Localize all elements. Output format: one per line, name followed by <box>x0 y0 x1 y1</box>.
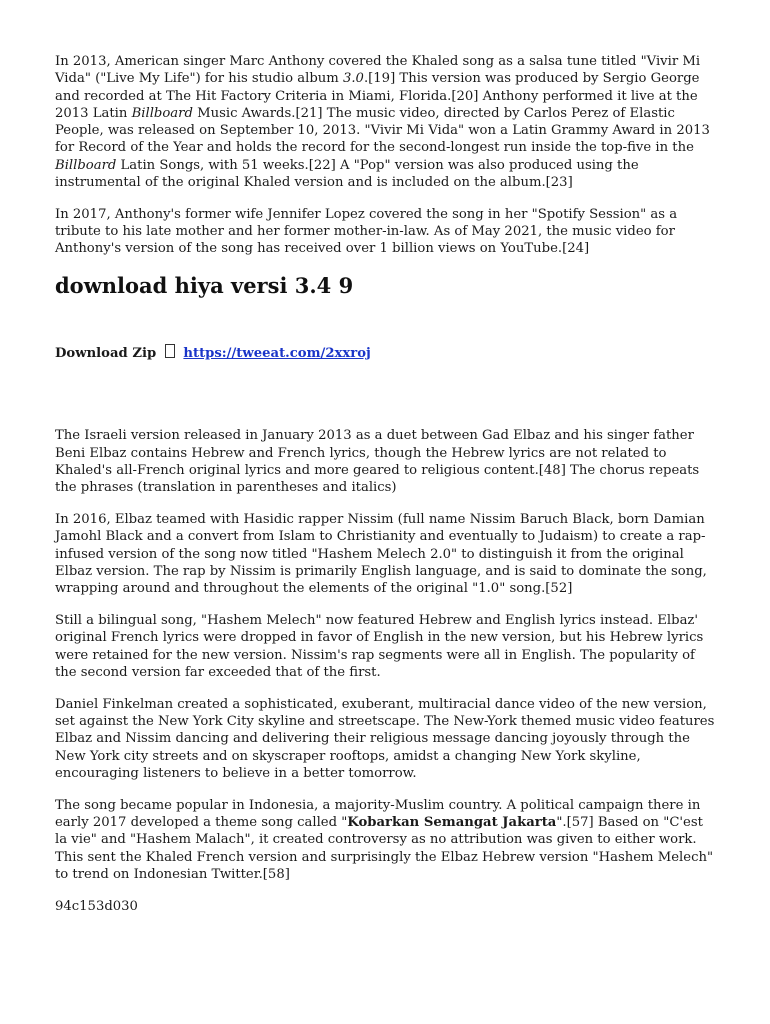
download-link[interactable]: https://tweeat.com/2xxroj <box>183 346 371 362</box>
text-run: .[19] This version was produced by Sergio George and recorded at The Hit Factory Criteria in Miami, Florida.[20] Anthony performed it live at the 2013 Latin <box>55 71 700 121</box>
paragraph-israeli-version <box>55 427 717 496</box>
intro-section <box>55 53 717 258</box>
paragraph-hashem-melech-2 <box>55 511 717 597</box>
download-label: Download Zip <box>55 346 157 362</box>
page-heading: download hiya versi 3.4 9 <box>55 273 354 299</box>
spacer <box>55 363 717 427</box>
text-run: Daniel Finkelman created a sophisticated, exuberant, multiracial dance video of the new version, set against the New York City skyline and streetscape. The New-York themed music video features Elbaz and Nissim dancing and delivering their religious message dancing joyously through the New York city streets and on skyscraper rooftops, amidst a changing New York skyline, encouraging listeners to believe in a better tomorrow. <box>55 696 715 781</box>
text-run: The Israeli version released in January 2013 as a duet between Gad Elbaz and his singer father Beni Elbaz contains Hebrew and French lyrics, though the Hebrew lyrics are not related to Khaled's all-French original lyrics and more geared to religious content.[48] The chorus repeats the phrases (translation in parentheses and italics) <box>55 428 700 496</box>
footer-code: 94c153d030 <box>55 898 138 914</box>
text-run: In 2013, American singer Marc Anthony covered the Khaled song as a salsa tune titled "Vivir Mi Vida" ("Live My Life") for his studio album <box>55 54 701 87</box>
download-line <box>55 344 717 363</box>
italic-run: Billboard <box>55 157 117 173</box>
paragraph-bilingual <box>55 612 717 681</box>
paragraph-marc-anthony <box>55 53 717 191</box>
missing-glyph-icon <box>165 344 175 358</box>
text-run: In 2016, Elbaz teamed with Hasidic rapper Nissim (full name Nissim Baruch Black, born Damian Jamohl Black and a convert from Islam to Christianity and eventually to Judaism) to create a rap-infused version of the song now titled "Hashem Melech 2.0" to distinguish it from the original Elbaz version. The rap by Nissim is primarily English language, and is said to dominate the song, wrapping around and throughout the elements of the original "1.0" song.[52] <box>55 511 707 597</box>
text-run: Latin Songs, with 51 weeks.[22] A "Pop" version was also produced using the instrumental of the original Khaled version and is included on the album.[23] <box>55 157 639 191</box>
italic-run: Billboard <box>131 105 193 121</box>
bold-run: Kobarkan Semangat Jakarta <box>347 814 557 830</box>
text-run: Still a bilingual song, "Hashem Melech" now featured Hebrew and English lyrics instead. Elbaz' original French lyrics were dropped in favor of English in the new version, but his Hebrew lyrics were retained for the new version. Nissim's rap segments were all in English. The popularity of the second version far exceeded that of the first. <box>55 612 704 680</box>
text-run: ".[57] Based on "C'est la vie" and "Hashem Malach", it created controversy as no attribution was given to either work. This sent the Khaled French version and surprisingly the Elbaz Hebrew version "Hashem Melech" to trend on Indonesian Twitter.[58] <box>55 814 714 882</box>
italic-run: 3.0 <box>342 71 364 87</box>
text-run: The song became popular in Indonesia, a majority-Muslim country. A political campaign there in early 2017 developed a theme song called " <box>55 797 701 830</box>
document-page <box>55 53 717 915</box>
paragraph-indonesia <box>55 797 717 883</box>
text-run: Music Awards.[21] The music video, directed by Carlos Perez of Elastic People, was released on September 10, 2013. "Vivir Mi Vida" won a Latin Grammy Award in 2013 for Record of the Year and holds the record for the second-longest run inside the top-five in the <box>55 105 710 156</box>
text-run: In 2017, Anthony's former wife Jennifer Lopez covered the song in her "Spotify Session" as a tribute to his late mother and her former mother-in-law. As of May 2021, the music video for Anthony's version of the song has received over 1 billion views on YouTube.[24] <box>55 206 678 257</box>
paragraph-jennifer-lopez <box>55 206 717 258</box>
body-section <box>55 427 717 883</box>
paragraph-dance-video <box>55 696 717 782</box>
